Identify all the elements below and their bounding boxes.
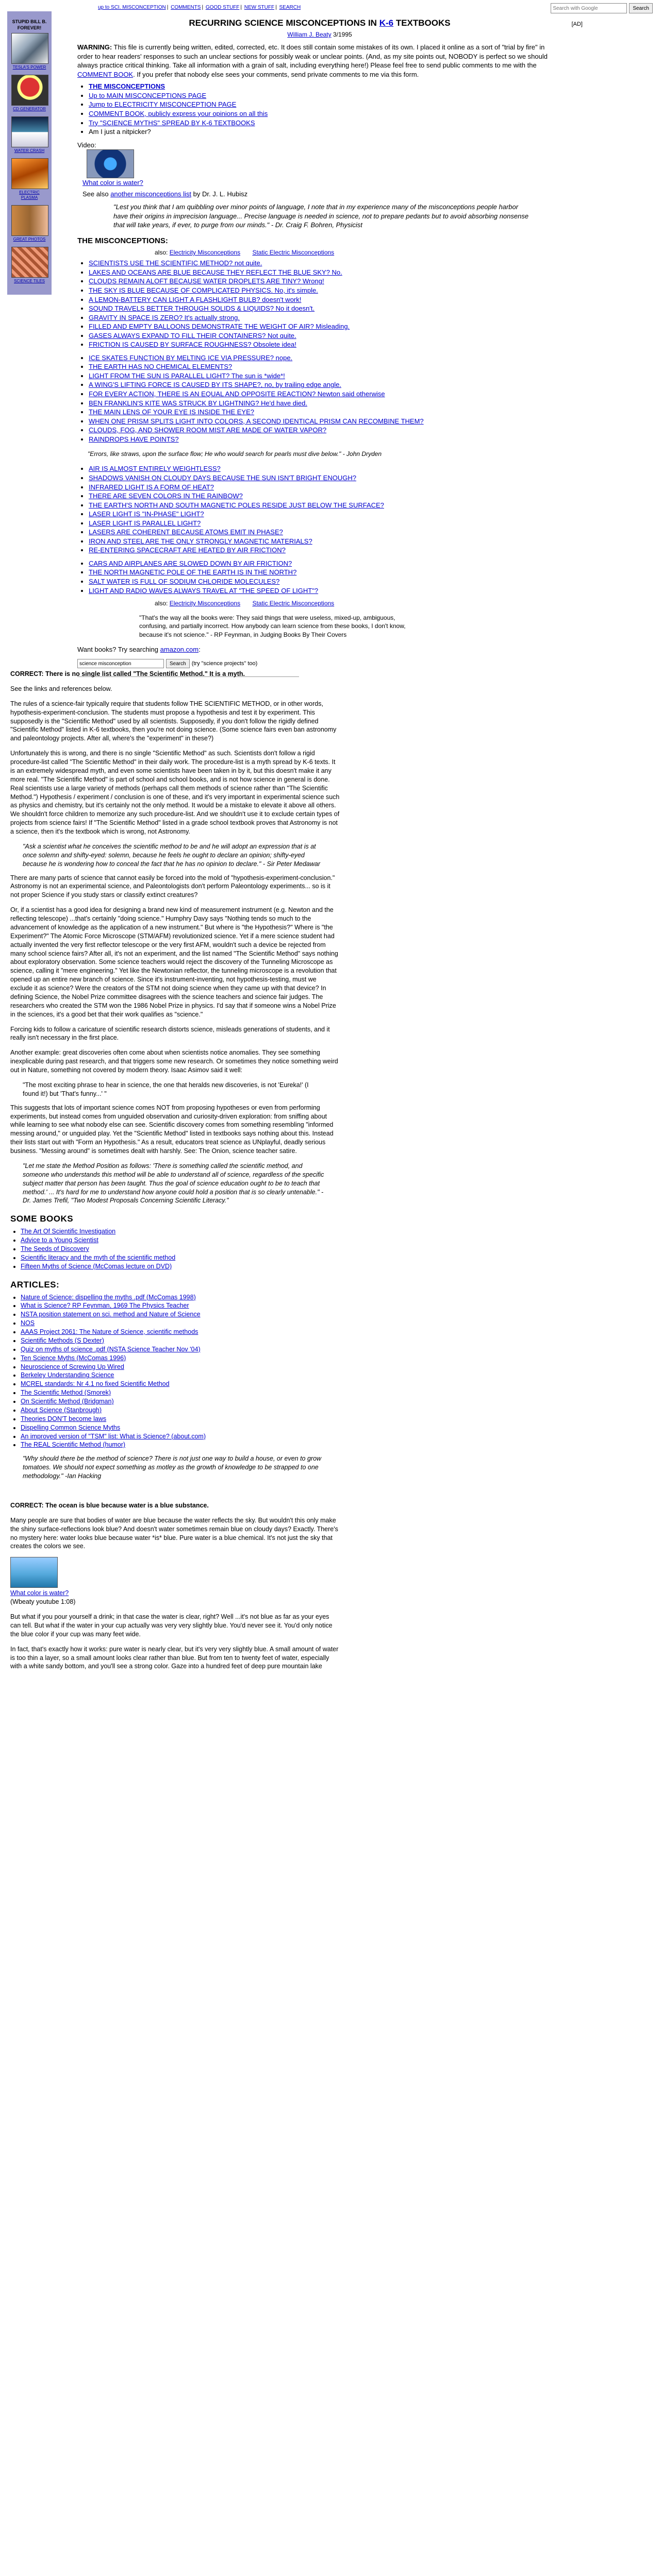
- books-search-line: Want books? Try searching amazon.com:: [77, 645, 201, 653]
- page-title: RECURRING SCIENCE MISCONCEPTIONS IN K-6 TEXTBOOKS: [189, 18, 451, 28]
- video-caption-link[interactable]: What color is water?: [82, 179, 143, 187]
- list-item-link[interactable]: The Scientific Method (Smorek): [21, 1389, 111, 1397]
- list-item[interactable]: • Am I just a nitpicker?: [89, 127, 562, 137]
- static-misconceptions-link[interactable]: Static Electric Misconceptions: [252, 600, 335, 607]
- sidebar: [7, 11, 52, 295]
- sidebar-thumb-image: [11, 116, 48, 147]
- list-item[interactable]: • Try "SCIENCE MYTHS" SPREAD BY K-6 TEXTBOOKS: [89, 118, 562, 128]
- sidebar-thumb-caption[interactable]: CD GENERATOR: [13, 107, 46, 112]
- sidebar-thumb-4[interactable]: [11, 158, 47, 201]
- list-item-link[interactable]: FRICTION IS CAUSED BY SURFACE ROUGHNESS? Obsolete idea!: [89, 341, 296, 349]
- books-heading: SOME BOOKS: [10, 1214, 74, 1224]
- misconception-list-1: [77, 259, 562, 349]
- sidebar-thumb-6[interactable]: [11, 247, 47, 284]
- list-item[interactable]: [89, 568, 562, 577]
- list-item[interactable]: [89, 417, 562, 426]
- site-search-input[interactable]: [551, 3, 627, 13]
- books-search-button[interactable]: Search: [166, 659, 190, 668]
- top-search: [551, 3, 653, 13]
- list-item[interactable]: [89, 586, 562, 596]
- list-item-link[interactable]: Quiz on myths of science .pdf (NSTA Science Teacher Nov '04): [21, 1345, 201, 1353]
- list-item[interactable]: [89, 492, 562, 501]
- list-item-link[interactable]: AIR IS ALMOST ENTIRELY WEIGHTLESS?: [89, 465, 221, 473]
- list-item[interactable]: [21, 1345, 340, 1354]
- list-item[interactable]: [21, 1406, 340, 1415]
- list-item-link[interactable]: THE EARTH HAS NO CHEMICAL ELEMENTS?: [89, 363, 233, 371]
- list-item[interactable]: [89, 510, 562, 519]
- warning-paragraph: WARNING: This file is currently being written, edited, corrected, etc. It does still contain some mistakes of its own. I placed it online as a sort of "trial by fire" in order to hear readers' responses to such an unclear sections for possibly weak or unclear points. (And, as my site points out, NOBODY is perfect so we should always practice critical thinking. Take all information with a grain of salt, including everything here!) Please feel free to send public comments to me with the COMMENT BOOK. If you prefer that nobody else sees your comments, send private comments to me via this form.: [77, 43, 548, 78]
- paragraph: There are many parts of science that cannot easily be forced into the mold of "hypothesis-experiment-conclusion." Astronomy is not an experimental science, and Paleontologists don't perform Paleontology experiments... so is it not proper Science if you study stars or classify extinct creatures?: [10, 874, 335, 899]
- list-item[interactable]: [89, 501, 562, 510]
- list-item-link[interactable]: THE EARTH'S NORTH AND SOUTH MAGNETIC POLES RESIDE JUST BELOW THE SURFACE?: [89, 501, 384, 509]
- water-video-link[interactable]: What color is water?: [10, 1589, 69, 1597]
- see-links: See the links and references below.: [10, 685, 112, 692]
- list-item[interactable]: [89, 371, 562, 381]
- top-nav: up to SCI. MISCONCEPTION | COMMENTS | GOOD STUFF | NEW STUFF | SEARCH: [98, 5, 301, 10]
- list-item-link[interactable]: Dispelling Common Science Myths: [21, 1423, 121, 1431]
- nav-up-link[interactable]: up to SCI. MISCONCEPTION: [98, 5, 166, 10]
- paragraph: In fact, that's exactly how it works: pure water is nearly clear, but it's very very slightly blue. A small amount of water is too thin a layer, so a small amount looks clear rather than blue. But from ten to twenty feet of water, especially with a white sandy bottom, and you'll see a strong color. Gaze into a hundred feet of deep pure mountain lake: [10, 1645, 339, 1670]
- books-search-hint: (try "science projects" too): [191, 660, 258, 667]
- list-item[interactable]: [89, 268, 562, 277]
- list-item[interactable]: • COMMENT BOOK, publicly express your opinions on all this: [89, 109, 562, 118]
- books-search-input[interactable]: [77, 659, 164, 668]
- sidebar-top-caption: STUPID BILL B. FOREVER!: [12, 19, 47, 31]
- video-label: Video:: [77, 141, 96, 149]
- list-item[interactable]: [21, 1301, 340, 1310]
- list-item[interactable]: [89, 277, 562, 286]
- sidebar-thumb-caption[interactable]: WATER CRASH: [14, 148, 45, 153]
- list-item[interactable]: [21, 1236, 340, 1245]
- trefil-quote: "Let me state the Method Position as follows: 'There is something called the scientific method, and someone who understands this method will be able to understand all of science, regardless of the specific subject matter that person has been taught. Thus the goal of science education ought to be to teach that method.' ... It's hard for me to understand how anyone could hold a position that is so clearly untenable." - Dr. James Trefil, "Two Modest Proposals Concerning Scientific Literacy.": [23, 1162, 324, 1205]
- list-item[interactable]: [21, 1432, 340, 1441]
- another-list-link[interactable]: another misconceptions list: [110, 190, 192, 198]
- list-item[interactable]: [21, 1363, 340, 1371]
- also-links-2: also: Electricity Misconceptions Static Electric Misconceptions: [155, 600, 335, 607]
- list-item-link[interactable]: SHADOWS VANISH ON CLOUDY DAYS BECAUSE THE SUN ISN'T BRIGHT ENOUGH?: [89, 473, 356, 482]
- dryden-quote: "Errors, like straws, upon the surface flow; He who would search for pearls must dive below." - John Dryden: [88, 450, 382, 458]
- sidebar-thumb-image: [11, 205, 48, 236]
- list-item[interactable]: [21, 1397, 340, 1406]
- books-search-form: [77, 659, 562, 668]
- sidebar-thumb-caption[interactable]: GREAT PHOTOS: [13, 237, 46, 242]
- list-item-link[interactable]: CLOUDS REMAIN ALOFT BECAUSE WATER DROPLETS ARE TINY? Wrong!: [89, 277, 324, 285]
- list-item[interactable]: [89, 313, 562, 323]
- list-item-link[interactable]: CLOUDS, FOG, AND SHOWER ROOM MIST ARE MADE OF WATER VAPOR?: [89, 426, 327, 434]
- nav-search-link[interactable]: SEARCH: [279, 5, 301, 10]
- list-item-link[interactable]: CARS AND AIRPLANES ARE SLOWED DOWN BY AIR FRICTION?: [89, 559, 292, 567]
- list-item-link[interactable]: THERE ARE SEVEN COLORS IN THE RAINBOW?: [89, 492, 243, 500]
- list-item-link[interactable]: SOUND TRAVELS BETTER THROUGH SOLIDS & LIQUIDS? No it doesn't.: [89, 304, 315, 313]
- list-item[interactable]: [89, 295, 562, 304]
- list-item[interactable]: [89, 426, 562, 435]
- nav-new-stuff-link[interactable]: NEW STUFF: [244, 5, 275, 10]
- comment-book-link[interactable]: COMMENT BOOK: [77, 70, 134, 78]
- list-item[interactable]: [21, 1354, 340, 1363]
- correct-ocean-blue: CORRECT: The ocean is blue because water is a blue substance.: [10, 1501, 209, 1509]
- list-item[interactable]: [89, 399, 562, 408]
- list-item-link[interactable]: LASER LIGHT IS "IN-PHASE" LIGHT?: [89, 510, 204, 518]
- misconception-list-2: [77, 353, 562, 444]
- list-item-link[interactable]: Advice to a Young Scientist: [21, 1236, 98, 1244]
- list-item-link[interactable]: FILLED AND EMPTY BALLOONS DEMONSTRATE THE WEIGHT OF AIR? Misleading.: [89, 323, 350, 331]
- list-item-link[interactable]: Berkeley Understanding Science: [21, 1371, 114, 1379]
- feynman-quote: "That's the way all the books were: They said things that were useless, mixed-up, ambiguous, confusing, and partially incorrect. How anybody can learn science from these books, I don't know, because it's not science." - RP Feynman, in Judging Books By Their Covers: [139, 614, 406, 638]
- author-link[interactable]: William J. Beaty: [287, 30, 332, 38]
- list-item-link[interactable]: A LEMON-BATTERY CAN LIGHT A FLASHLIGHT BULB? doesn't work!: [89, 295, 302, 303]
- list-item[interactable]: [21, 1328, 340, 1336]
- list-item-link[interactable]: NSTA position statement on sci. method and Nature of Science: [21, 1311, 201, 1318]
- list-item[interactable]: [89, 304, 562, 313]
- sidebar-thumb-image: [11, 158, 48, 189]
- list-item-link[interactable]: LIGHT FROM THE SUN IS PARALLEL LIGHT? The sun is *wide*!: [89, 371, 285, 380]
- misconceptions-heading: THE MISCONCEPTIONS:: [77, 236, 168, 245]
- list-item[interactable]: [21, 1380, 340, 1388]
- list-item[interactable]: [21, 1227, 340, 1236]
- hacking-quote: "Why should there be the method of science? There is not just one way to build a house, or even to grow tomatoes. We should not expect something as motley as the growth of knowledge to be strapped to one methodology." -Ian Hacking: [23, 1455, 322, 1480]
- list-item-link[interactable]: Scientific literacy and the myth of the scientific method: [21, 1253, 176, 1261]
- bohren-quote: "Lest you think that I am quibbling over minor points of language, I note that in my experience many of the misconceptions people harbor have their origins in imprecision language... Precise language is needed in science, not to prepare pedants but to avoid absorbing nonsense that will take years, if ever, to purge from our minds." - Dr. Craig F. Bohren, Physicist: [113, 203, 529, 229]
- sidebar-thumb-2[interactable]: [11, 75, 47, 112]
- list-item[interactable]: [89, 483, 562, 492]
- list-item-link[interactable]: Nature of Science: dispelling the myths .pdf (McComas 1998): [21, 1293, 196, 1301]
- list-item-link[interactable]: Fifteen Myths of Science (McComas lecture on DVD): [21, 1262, 172, 1270]
- list-item-link[interactable]: On Scientific Method (Bridgman): [21, 1398, 114, 1405]
- nav-good-stuff-link[interactable]: GOOD STUFF: [205, 5, 240, 10]
- list-item-link[interactable]: RE-ENTERING SPACECRAFT ARE HEATED BY AIR FRICTION?: [89, 546, 286, 554]
- electricity-misconceptions-link[interactable]: Electricity Misconceptions: [169, 600, 241, 607]
- main-content: [77, 18, 583, 687]
- list-item[interactable]: [89, 577, 562, 586]
- list-item[interactable]: [89, 528, 562, 537]
- water-video-thumbnail[interactable]: [10, 1557, 58, 1588]
- list-item[interactable]: [21, 1310, 340, 1319]
- list-item[interactable]: [21, 1293, 340, 1302]
- sidebar-thumb-5[interactable]: [11, 205, 47, 243]
- nav-comments-link[interactable]: COMMENTS: [171, 5, 201, 10]
- list-item-link[interactable]: NOS: [21, 1319, 35, 1327]
- list-item-link[interactable]: MCREL standards: Nr 4.1 no fixed Scientific Method: [21, 1380, 170, 1388]
- list-item-link[interactable]: A WING'S LIFTING FORCE IS CAUSED BY ITS SHAPE?, no, by trailing edge angle.: [89, 381, 341, 389]
- list-item[interactable]: [21, 1371, 340, 1380]
- sidebar-thumb-image: [11, 33, 48, 64]
- paragraph: Unfortunately this is wrong, and there is no single "Scientific Method" as such. Scientists don't follow a rigid procedure-list called "The Scientific Method" in their daily work. The procedure-list is a myth spread by K-6 texts. It is an extremely widespread myth, and even some scientists have been taken in by it, but this doesn't make it any more real. "The Scientific Method" is part of school and school books, and is not how science in general is done. Real scientists use a large variety of methods (perhaps call them methods of science rather than "The Scientific Method.") Hypothesis / experiment / conclusion is one of these, and it's very important in experimental science such as physics and chemistry, but it's certainly not the only method. It would be a mistake to elevate it above all others. We shouldn't force children to memorize any such procedure-list. And we shouldn't use it to exclude certain types of projects from science fairs! If "The Scientific Method" listed in a grade school textbook proves that Astronomy is not a science, then it's the textbook which is wrong, not Astronomy.: [10, 750, 340, 835]
- list-item[interactable]: [89, 537, 562, 546]
- video-thumbnail[interactable]: [87, 149, 134, 178]
- list-item[interactable]: [89, 286, 562, 295]
- list-item[interactable]: [21, 1423, 340, 1432]
- misconception-list-4: [77, 559, 562, 595]
- paragraph: Many people are sure that bodies of water are blue because the water reflects the sky. But wouldn't this only make the shiny surface-reflections look blue? And doesn't water sometimes remain blue on cloudy days? Exactly. There's no mystery here: water looks blue because water *is* blue. Pure water is a blue chemical. It's not just the sky that creates the colors we see.: [10, 1516, 338, 1550]
- list-item[interactable]: [21, 1245, 340, 1253]
- static-misconceptions-link[interactable]: Static Electric Misconceptions: [252, 249, 335, 257]
- list-item[interactable]: [89, 464, 562, 473]
- paragraph: Another example: great discoveries often come about when scientists notice anomalies. They see something inexplicable during past research, and that triggers some new research. Or sometimes they notice something weird out in Nature, something not covered by modern theory. Isaac Asimov said it well:: [10, 1049, 338, 1074]
- list-item-link[interactable]: WHEN ONE PRISM SPLITS LIGHT INTO COLORS, A SECOND IDENTICAL PRISM CAN RECOMBINE THEM?: [89, 417, 424, 425]
- list-item-link[interactable]: IRON AND STEEL ARE THE ONLY STRONGLY MAGNETIC MATERIALS?: [89, 537, 312, 545]
- list-item-link[interactable]: Neuroscience of Screwing Up Wired: [21, 1363, 124, 1370]
- sidebar-thumb-3[interactable]: [11, 116, 47, 154]
- list-item[interactable]: • Jump to ELECTRICITY MISCONCEPTION PAGE: [89, 100, 562, 109]
- list-item[interactable]: [89, 546, 562, 555]
- list-item-link[interactable]: SCIENTISTS USE THE SCIENTIFIC METHOD? not quite.: [89, 259, 262, 267]
- list-item-link[interactable]: GRAVITY IN SPACE IS ZERO? It's actually strong.: [89, 313, 240, 321]
- correct-scientific-method: CORRECT: There is no single list called "The Scientific Method." It is a myth.: [10, 670, 245, 677]
- list-item[interactable]: [21, 1440, 340, 1449]
- water-video-sub: (Wbeaty youtube 1:08): [10, 1598, 76, 1606]
- list-item-link[interactable]: INFRARED LIGHT IS A FORM OF HEAT?: [89, 483, 214, 491]
- sidebar-thumb-image: [11, 75, 48, 106]
- video-block: [77, 141, 562, 188]
- paragraph: This suggests that lots of important science comes NOT from proposing hypotheses or even from performing experiments, but instead comes from unguided observation and curiosity-driven exploration: from sniffing about while learning to see what nobody else can see. Scientific discovery comes from something resembling "informed messing around," or unguided play. Yet the "Scientific Method" listed in textbooks says nothing about this. Instead their lists start out with "Form an Hypothesis." As a result, educators treat science as UNplayful, deadly serious business. "Messing around" is sometimes dealt with harshly. See: The Onion, science teacher satire.: [10, 1104, 334, 1155]
- list-item[interactable]: [89, 331, 562, 341]
- list-item[interactable]: [89, 559, 562, 568]
- toc-list: [77, 82, 562, 136]
- articles-heading: ARTICLES:: [10, 1279, 60, 1290]
- list-item-link[interactable]: The Art Of Scientific Investigation: [21, 1228, 116, 1235]
- list-item-link[interactable]: About Science (Stanbrough): [21, 1406, 102, 1414]
- list-item[interactable]: [89, 408, 562, 417]
- books-list: [10, 1227, 340, 1270]
- paragraph: But what if you pour yourself a drink; in that case the water is clear, right? Well ...it's not blue as far as your eyes can tell. But what if the water in your cup actually was very very slightly blue. You'd never see it. You'd only notice the blue color if your cup was many feet wide.: [10, 1613, 333, 1638]
- list-item-link[interactable]: LIGHT AND RADIO WAVES ALWAYS TRAVEL AT "THE SPEED OF LIGHT"?: [89, 586, 319, 595]
- list-item-link[interactable]: LAKES AND OCEANS ARE BLUE BECAUSE THEY REFLECT THE BLUE SKY? No.: [89, 268, 342, 276]
- list-item-link[interactable]: An improved version of "TSM" list: What is Science? (about.com): [21, 1432, 206, 1440]
- electricity-misconceptions-link[interactable]: Electricity Misconceptions: [169, 249, 241, 257]
- list-item[interactable]: [21, 1319, 340, 1328]
- sidebar-thumb-image: [11, 247, 48, 278]
- top-bar: [0, 0, 662, 18]
- list-item[interactable]: • THE MISCONCEPTIONS: [89, 82, 562, 91]
- list-item-link[interactable]: What is Science? RP Feynman, 1969 The Physics Teacher: [21, 1302, 189, 1310]
- list-item[interactable]: [89, 259, 562, 268]
- list-item[interactable]: [89, 322, 562, 331]
- list-item[interactable]: [89, 473, 562, 483]
- list-item-link[interactable]: ICE SKATES FUNCTION BY MELTING ICE VIA PRESSURE? nope.: [89, 353, 293, 362]
- also-links-1: also: Electricity Misconceptions Static Electric Misconceptions: [155, 249, 335, 257]
- amazon-link[interactable]: amazon.com: [160, 645, 199, 653]
- site-search-button[interactable]: Search: [629, 3, 653, 13]
- list-item[interactable]: [21, 1415, 340, 1423]
- list-item-link[interactable]: SALT WATER IS FULL OF SODIUM CHLORIDE MOLECULES?: [89, 578, 280, 585]
- byline: William J. Beaty 3/1995: [287, 30, 352, 38]
- see-also: See also another misconceptions list by Dr. J. L. Hubisz: [82, 190, 248, 198]
- list-item[interactable]: [89, 389, 562, 399]
- ad-label: [AD]: [571, 21, 583, 27]
- sidebar-thumb-caption[interactable]: ELECTRIC PLASMA: [19, 190, 40, 200]
- list-item-link[interactable]: LASERS ARE COHERENT BECAUSE ATOMS EMIT IN PHASE?: [89, 528, 283, 536]
- list-item[interactable]: [21, 1253, 340, 1262]
- sidebar-thumb-1[interactable]: [11, 19, 47, 71]
- list-item[interactable]: [89, 380, 562, 389]
- list-item-link[interactable]: AAAS Project 2061: The Nature of Science, scientific methods: [21, 1328, 198, 1335]
- list-item[interactable]: [89, 435, 562, 444]
- articles-list: [10, 1293, 340, 1450]
- list-item-link[interactable]: THE MAIN LENS OF YOUR EYE IS INSIDE THE EYE?: [89, 408, 254, 416]
- list-item-link[interactable]: THE SKY IS BLUE BECAUSE OF COMPLICATED PHYSICS. No, it's simple.: [89, 286, 318, 294]
- sidebar-thumb-caption[interactable]: SCIENCE TILES: [14, 279, 45, 284]
- paragraph: The rules of a science-fair typically require that students follow THE SCIENTIFIC METHOD, or in other words, hypothesis-experiment-conclusion. The students must propose a hypothesis and test it by experiment. This supposedly is the "Scientific Method" used by all scientists. Supposedly, if you don't follow the rigidly defined "Scientific Method" listed in K-6 textbooks, then you're not doing science. (Some science fairs even ban astronomy and paleontology projects. After all, where's the "experiment" in these?): [10, 700, 337, 742]
- list-item[interactable]: [89, 340, 562, 349]
- list-item[interactable]: [21, 1262, 340, 1271]
- list-item[interactable]: [89, 362, 562, 371]
- misconception-list-3: [77, 464, 562, 554]
- sidebar-thumb-caption[interactable]: TESLA'S POWER: [12, 65, 46, 70]
- list-item-link[interactable]: GASES ALWAYS EXPAND TO FILL THEIR CONTAINERS? Not quite.: [89, 331, 296, 340]
- list-item-link[interactable]: The REAL Scientific Method (humor): [21, 1441, 126, 1449]
- list-item[interactable]: • Up to MAIN MISCONCEPTIONS PAGE: [89, 91, 562, 100]
- list-item-link[interactable]: BEN FRANKLIN'S KITE WAS STRUCK BY LIGHTNING? He'd have died.: [89, 399, 307, 407]
- list-item[interactable]: [21, 1388, 340, 1397]
- list-item-link[interactable]: FOR EVERY ACTION, THERE IS AN EQUAL AND OPPOSITE REACTION? Newton said otherwise: [89, 389, 385, 398]
- list-item-link[interactable]: THE NORTH MAGNETIC POLE OF THE EARTH IS IN THE NORTH?: [89, 568, 297, 577]
- list-item-link[interactable]: Theories DON'T become laws: [21, 1415, 107, 1422]
- list-item[interactable]: [21, 1336, 340, 1345]
- paragraph: Forcing kids to follow a caricature of scientific research distorts science, misleads generations of students, and it really isn't necessary in the first place.: [10, 1025, 330, 1042]
- list-item-link[interactable]: Scientific Methods (S Dexter): [21, 1336, 104, 1344]
- list-item-link[interactable]: The Seeds of Discovery: [21, 1245, 89, 1252]
- asimov-quote: "The most exciting phrase to hear in science, the one that heralds new discoveries, is not 'Eureka!' (I found it!) but 'That's funny...' ": [23, 1081, 309, 1097]
- list-item-link[interactable]: Ten Science Myths (McComas 1996): [21, 1354, 126, 1362]
- list-item-link[interactable]: RAINDROPS HAVE POINTS?: [89, 435, 179, 443]
- medawar-quote: "Ask a scientist what he conceives the scientific method to be and he will adopt an expression that is at once solemn and shifty-eyed: solemn, because he feels he ought to declare an opinion; shifty-eyed because he is wondering how to conceal the fact that he has no opinion to declare." - Sir Peter Medawar: [23, 842, 321, 868]
- list-item[interactable]: [89, 519, 562, 528]
- k6-link[interactable]: K-6: [379, 18, 394, 28]
- list-item-link[interactable]: LASER LIGHT IS PARALLEL LIGHT?: [89, 519, 201, 527]
- article-body: [10, 670, 340, 1677]
- paragraph: Or, if a scientist has a good idea for designing a brand new kind of measurement instrument (e.g. Newton and the reflecting telescope) ...that's certainly "doing science." Humphry Davy says "Nothing tends so much to the advancement of knowledge as the application of a new instrument." But where is "the Hypothesis?" Where is "the Experiment?" The Atomic Force Microscope (STM/AFM) revolutionized science. Yet if a mere science student had actually invented the very first reflector telescope or the very first AFM, wouldn't such a device be rejected from many school science fairs? After all, it's not an experiment, and the list named "The Scientific Method" says nothing about exploratory observation. Some science teachers would reject the discovery of the Tunneling Microscope as science, calling it "mere engineering." Yet like the Newtonian reflector, the tunneling microscope is a revolution that opened up an entire new branch of science. Since it's instrument-inventing, not hypothesis-testing, must we exclude it as science? Were the creators of the STM not doing science when they came up with that device? In defining Science, the Nobel Prize committee disagrees with the science teachers and science fair judges. The researchers who created the STM won the 1986 Nobel Prize in physics. I'd say that if someone wins a Nobel Prize in the sciences, it's a good bet that their work qualifies as "science.": [10, 906, 338, 1018]
- list-item[interactable]: [89, 353, 562, 363]
